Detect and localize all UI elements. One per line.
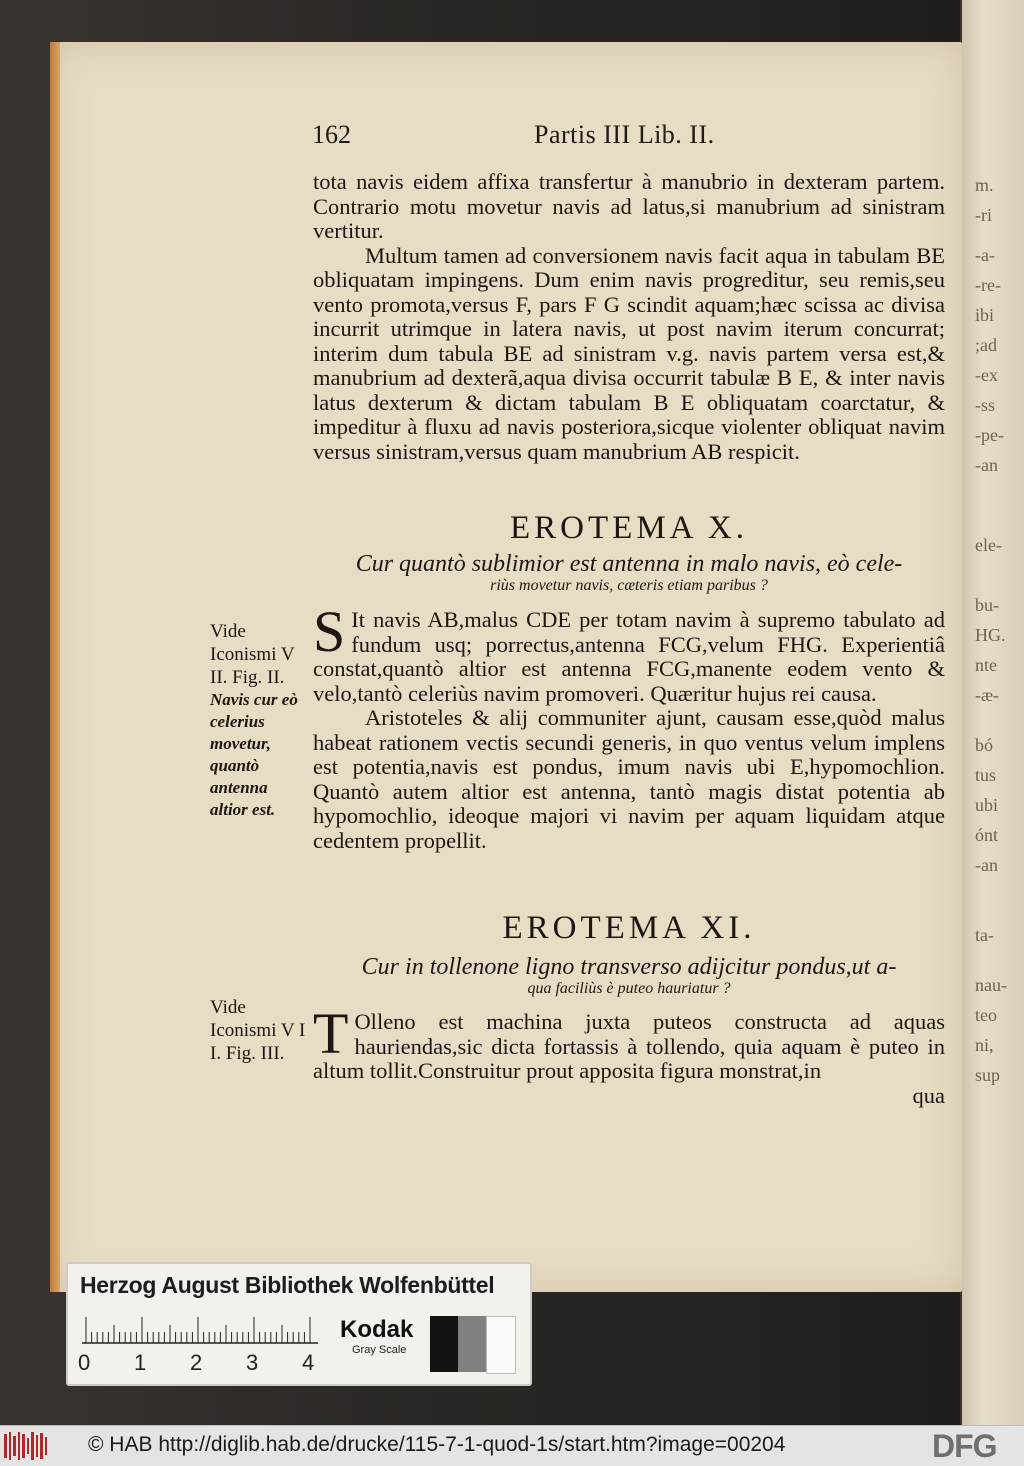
- library-tag: [66, 1262, 532, 1386]
- question-line-1: Cur quantò sublimior est antenna in malo navis, eò cele-: [355, 551, 903, 577]
- erotema-x-para-a: S It navis AB,malus CDE per totam navim à supremo tabulato ad fundum usq; porrectus,antenna FCG,velum FHG. Experientiâ constat,quantò altior est antenna FCG,manente eodem vento & velo,tantò celeriùs navim promoveri. Quæritur hujus rei causa.: [313, 599, 945, 706]
- margin-reference-x: [210, 620, 306, 821]
- erotema-xi-question: [313, 955, 945, 999]
- library-name: Herzog August Bibliothek Wolfenbüttel: [80, 1272, 495, 1298]
- ruler-num-4: 4: [302, 1350, 315, 1375]
- hab-barcode-logo: [4, 1430, 48, 1462]
- erotema-xi-body: [313, 1001, 945, 1108]
- erotema-x-question: [313, 552, 945, 596]
- ruler-num-0: 0: [78, 1350, 91, 1375]
- facing-page-ghost-text: m. -ri -a- -re- ibi ;ad -ex -ss -pe- -an ele- bu- HG. nte -æ- bó tus ubi ónt -an ta- nau- teo ni, sup: [975, 175, 1007, 1085]
- erotema-x-heading: EROTEMA X.: [510, 510, 748, 546]
- kodak-logo: Kodak: [340, 1316, 414, 1343]
- gray-patch: [458, 1316, 486, 1372]
- catchword: qua: [912, 1082, 945, 1108]
- question-line-1: Cur in tollenone ligno transverso adijcitur pondus,ut a-: [361, 954, 897, 980]
- running-title: Partis III Lib. II.: [534, 120, 715, 149]
- dropcap-t: T: [313, 1001, 349, 1066]
- dfg-logo: DFG: [932, 1428, 997, 1464]
- question-line-2: qua faciliùs è puteo hauriatur ?: [527, 980, 731, 997]
- black-patch: [430, 1316, 458, 1372]
- white-patch: [486, 1316, 516, 1374]
- cm-ruler: [82, 1316, 318, 1344]
- opening-paragraph: tota navis eidem affixa transfertur à manubrio in dexteram partem. Contrario motu movetur navis ad latus,si manubrium ad sinistram vertitur.: [313, 169, 945, 243]
- running-head: [312, 120, 742, 154]
- ruler-num-3: 3: [246, 1350, 259, 1375]
- margin-reference-xi: Vide Iconismi V I I. Fig. III.: [210, 997, 306, 1064]
- footer-bar: [0, 1425, 1024, 1466]
- ruler-num-1: 1: [134, 1350, 147, 1375]
- page-number: 162: [312, 120, 351, 149]
- erotema-xi-para-a: T Olleno est machina juxta puteos constructa ad aquas hauriendas,sic dicta fortassis à tollendo, quia aquam è puteo in altum tollit.Construitur prout apposita figura monstrat,in: [313, 1001, 945, 1083]
- dropcap-s: S: [313, 599, 346, 664]
- gray-scale-label: Gray Scale: [352, 1344, 407, 1356]
- ruler-num-2: 2: [190, 1350, 203, 1375]
- paragraph-1: Multum tamen ad conversionem navis facit aqua in tabulam BE obliquatam impingens. Dum enim navis progreditur, seu remis,seu vento promota,versus F, pars F G scindit aquam;hæc scissa ac divisa incurrit utrimque in latera navis, ut post navim iterum concurrat; interim dum tabula BE ad sinistram v.g. navis partem versa est,& manubrium ad dexterã,aqua divisa occurrit tabulæ B E, & inter navis latus dexterum & dictam tabulam B E obliquatam coarctatur, & impeditur à fluxu ad navis posteriora,sicque violenter obliquat navim versus sinistram,versus quam manubrium AB respicit.: [313, 242, 945, 464]
- erotema-xi-heading: EROTEMA XI.: [502, 910, 756, 946]
- margin-ref-text: Vide Iconismi V II. Fig. II.: [210, 621, 295, 688]
- text-block-1: [313, 170, 945, 464]
- erotema-x-para-b: Aristoteles & alij communiter ajunt, causam esse,quòd malus habeat rationem vectis secundi generis, in quo ventus velum implens est potentia,navis est pondus, imum navis ubi E,hypomochlion. Quantò autem altior est antenna, tantò magis distat potentia ab hypomochlio, ideoque majori vi navim per aquam liquidam atque cedentem propellit.: [313, 705, 945, 853]
- credit-url[interactable]: © HAB http://diglib.hab.de/drucke/115-7-1-quod-1s/start.htm?image=00204: [88, 1433, 786, 1456]
- page-edge: [50, 42, 60, 1292]
- margin-gloss: Navis cur eò celerius movetur, quantò antenna altior est.: [210, 690, 298, 819]
- question-line-2: riùs movetur navis, cæteris etiam paribus ?: [490, 577, 768, 594]
- erotema-x-body: [313, 599, 945, 853]
